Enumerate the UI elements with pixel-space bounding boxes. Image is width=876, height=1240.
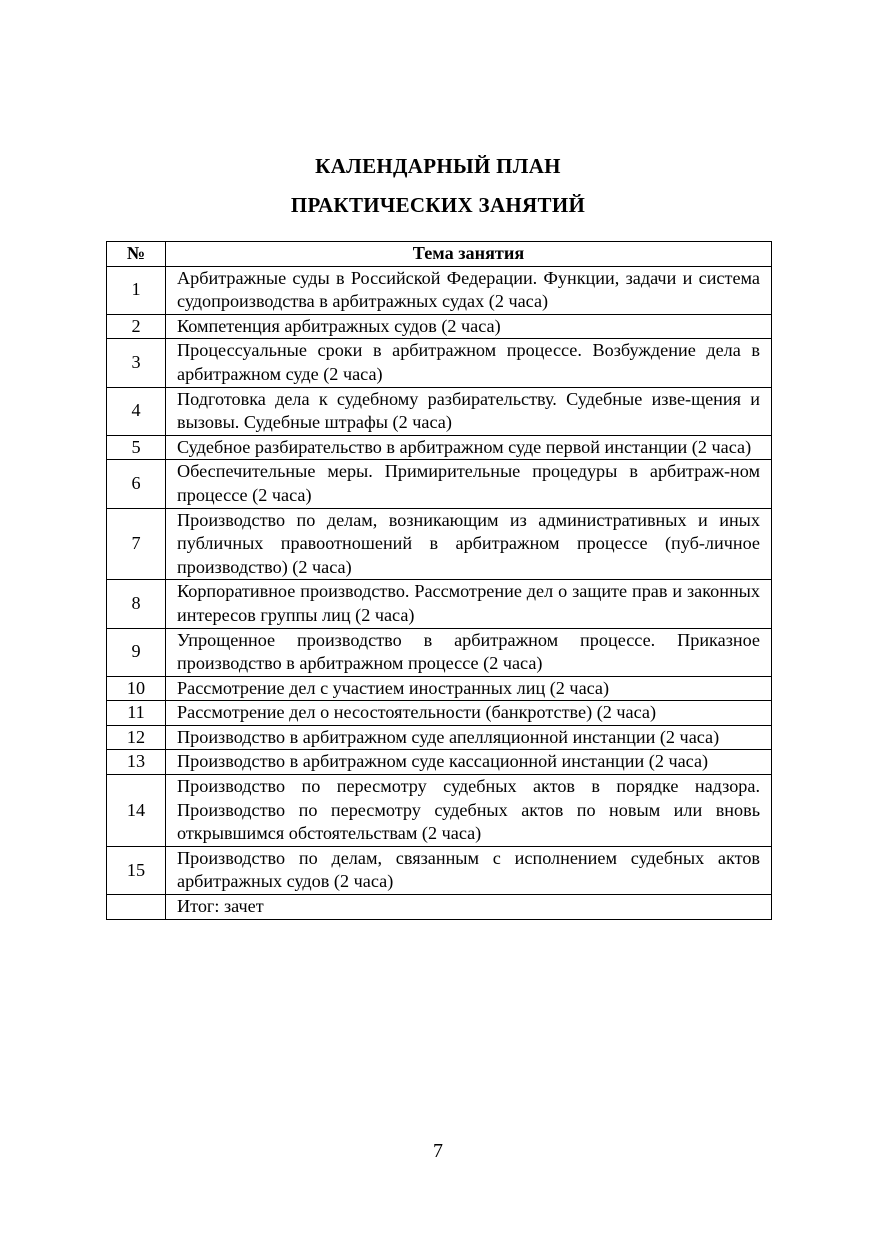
table-row-total xyxy=(107,895,772,920)
row-number: 13 xyxy=(107,750,166,775)
table-row xyxy=(107,508,772,580)
header-number: № xyxy=(107,242,166,267)
row-topic: Производство в арбитражном суде кассационной инстанции (2 часа) xyxy=(166,750,772,775)
row-number xyxy=(107,895,166,920)
header-topic: Тема занятия xyxy=(166,242,772,267)
row-number: 1 xyxy=(107,266,166,314)
row-number: 6 xyxy=(107,460,166,508)
table-header-row xyxy=(107,242,772,267)
row-topic: Процессуальные сроки в арбитражном процессе. Возбуждение дела в арбитражном суде (2 часа) xyxy=(166,339,772,387)
table-row xyxy=(107,314,772,339)
row-number: 7 xyxy=(107,508,166,580)
row-number: 5 xyxy=(107,435,166,460)
table-row xyxy=(107,725,772,750)
row-topic: Подготовка дела к судебному разбирательству. Судебные изве-щения и вызовы. Судебные штрафы (2 часа) xyxy=(166,387,772,435)
row-topic: Производство в арбитражном суде апелляционной инстанции (2 часа) xyxy=(166,725,772,750)
row-topic: Производство по делам, связанным с исполнением судебных актов арбитражных судов (2 часа) xyxy=(166,846,772,894)
row-number: 9 xyxy=(107,628,166,676)
table-row xyxy=(107,266,772,314)
row-topic: Упрощенное производство в арбитражном процессе. Приказное производство в арбитражном процессе (2 часа) xyxy=(166,628,772,676)
row-number: 8 xyxy=(107,580,166,628)
row-topic: Итог: зачет xyxy=(166,895,772,920)
row-topic: Производство по пересмотру судебных актов в порядке надзора. Производство по пересмотру судебных актов по новым или вновь открывшимся обстоятельствам (2 часа) xyxy=(166,775,772,847)
table-row xyxy=(107,676,772,701)
row-topic: Рассмотрение дел о несостоятельности (банкротстве) (2 часа) xyxy=(166,701,772,726)
page-number: 7 xyxy=(433,1140,443,1162)
table-row xyxy=(107,628,772,676)
table-row xyxy=(107,580,772,628)
row-number: 10 xyxy=(107,676,166,701)
document-title-line-2: ПРАКТИЧЕСКИХ ЗАНЯТИЙ xyxy=(290,193,586,217)
table-row xyxy=(107,701,772,726)
table-row xyxy=(107,339,772,387)
row-number: 14 xyxy=(107,775,166,847)
document-title-line-1: КАЛЕНДАРНЫЙ ПЛАН xyxy=(315,154,561,178)
row-topic: Рассмотрение дел с участием иностранных лиц (2 часа) xyxy=(166,676,772,701)
table-row xyxy=(107,846,772,894)
row-topic: Судебное разбирательство в арбитражном суде первой инстанции (2 часа) xyxy=(166,435,772,460)
table-row xyxy=(107,460,772,508)
table-row xyxy=(107,435,772,460)
row-topic: Компетенция арбитражных судов (2 часа) xyxy=(166,314,772,339)
row-topic: Арбитражные суды в Российской Федерации. Функции, задачи и система судопроизводства в арбитражных судах (2 часа) xyxy=(166,266,772,314)
row-number: 4 xyxy=(107,387,166,435)
row-number: 11 xyxy=(107,701,166,726)
schedule-table xyxy=(106,241,772,920)
row-topic: Производство по делам, возникающим из административных и иных публичных правоотношений в арбитражном процессе (пуб-личное производство) (2 часа) xyxy=(166,508,772,580)
table-row xyxy=(107,387,772,435)
row-number: 3 xyxy=(107,339,166,387)
table-row xyxy=(107,750,772,775)
table-row xyxy=(107,775,772,847)
row-topic: Корпоративное производство. Рассмотрение дел о защите прав и законных интересов группы лиц (2 часа) xyxy=(166,580,772,628)
row-topic: Обеспечительные меры. Примирительные процедуры в арбитраж-ном процессе (2 часа) xyxy=(166,460,772,508)
row-number: 12 xyxy=(107,725,166,750)
row-number: 15 xyxy=(107,846,166,894)
row-number: 2 xyxy=(107,314,166,339)
